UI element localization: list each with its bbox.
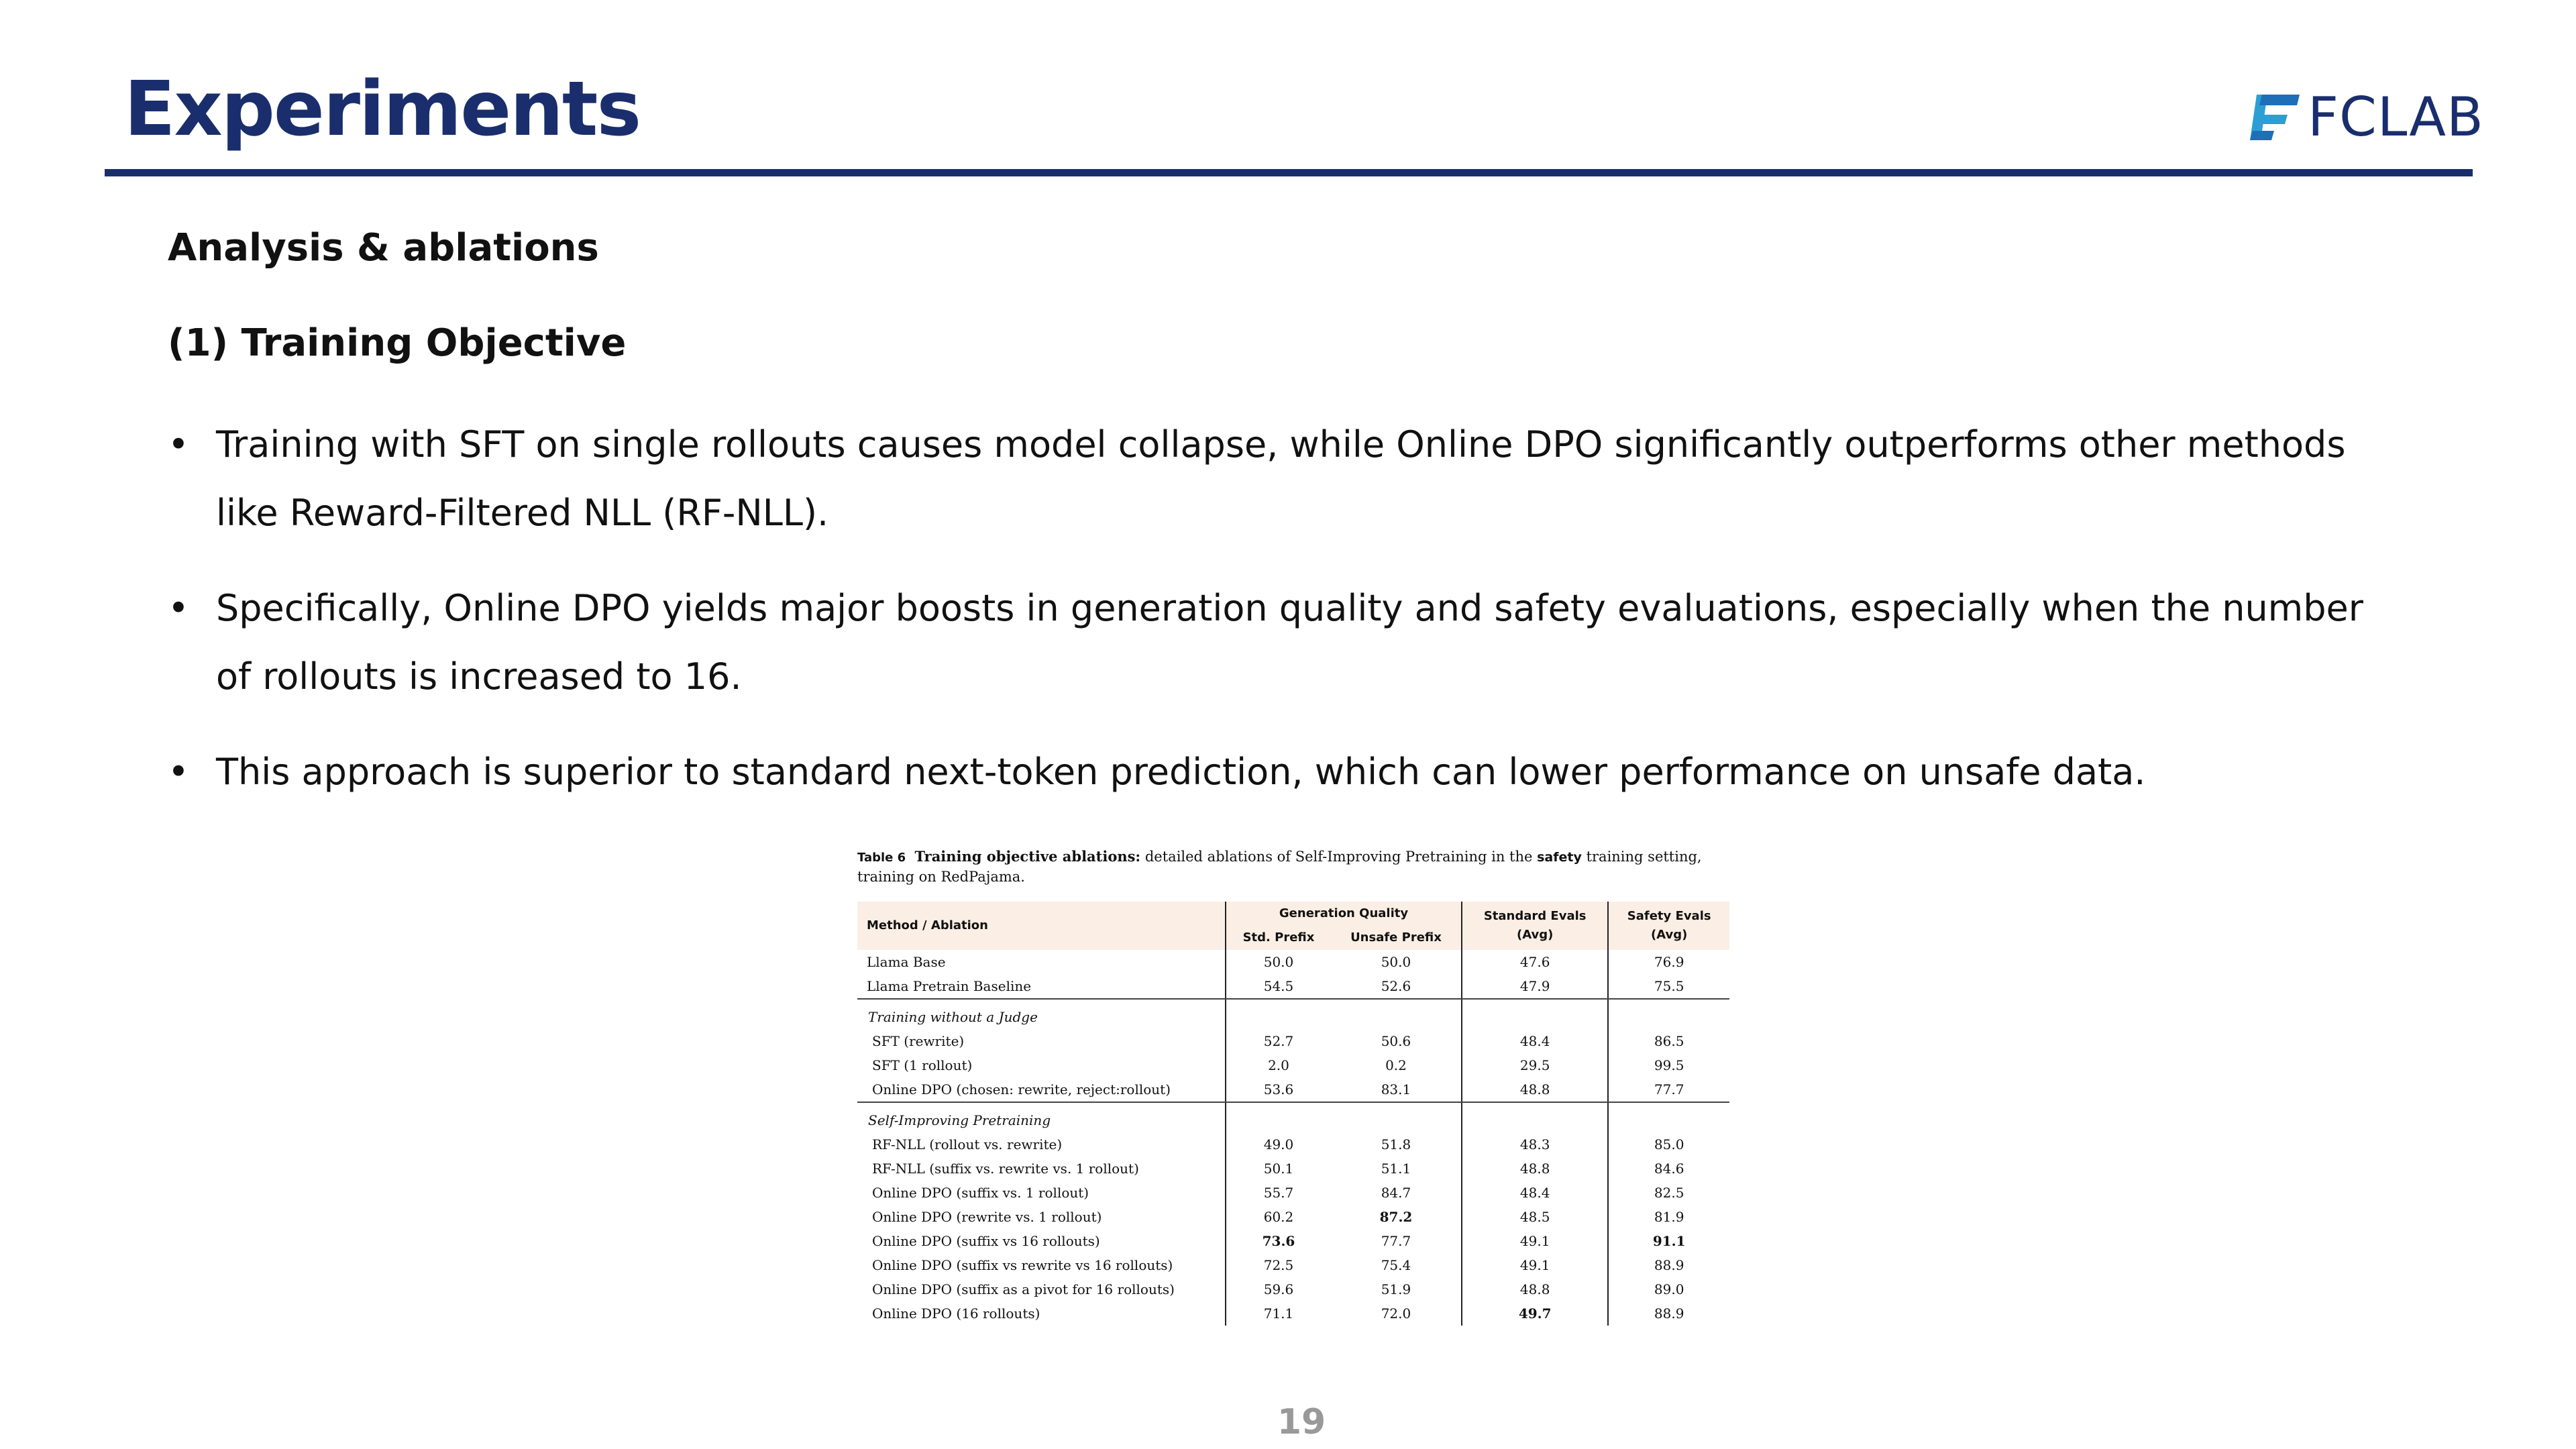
bullet-icon: •	[168, 751, 189, 793]
header-safety-evals-label: Safety Evals	[1627, 909, 1711, 923]
bullet-icon: •	[168, 423, 189, 466]
table-cell	[1331, 1102, 1462, 1132]
table-cell: 48.8	[1462, 1077, 1608, 1102]
table-cell: 48.8	[1462, 1157, 1608, 1181]
table-cell	[1462, 999, 1608, 1029]
table-cell: 48.4	[1462, 1181, 1608, 1205]
bullet-text: Specifically, Online DPO yields major boosts in generation quality and safety evaluations, especially when the number of rollouts is increased to 16.	[216, 587, 2363, 698]
table-cell: SFT (rewrite)	[872, 1033, 965, 1049]
table-cell: 75.5	[1608, 974, 1729, 999]
table-cell	[1226, 1102, 1331, 1132]
caption-safety: safety	[1537, 850, 1582, 865]
table-caption	[857, 847, 1729, 887]
table-cell: 83.1	[1331, 1077, 1462, 1102]
table-cell: 48.4	[1462, 1029, 1608, 1053]
header-safety-evals	[1608, 902, 1729, 950]
table-cell: 0.2	[1385, 1057, 1407, 1073]
table-cell: 84.7	[1381, 1185, 1411, 1201]
table-cell: 89.0	[1608, 1277, 1729, 1301]
table-cell: 77.7	[1381, 1233, 1411, 1249]
table-cell	[1462, 1102, 1608, 1132]
bullet-item	[168, 411, 2396, 547]
page-number: 19	[1277, 1402, 1326, 1442]
table-cell: 87.2	[1379, 1209, 1413, 1225]
table-cell: 52.7	[1226, 1029, 1331, 1053]
table-cell: 49.1	[1462, 1253, 1608, 1277]
section-heading: Analysis & ablations	[168, 226, 599, 270]
table-row	[857, 1301, 1729, 1326]
table-cell: 72.5	[1226, 1253, 1331, 1277]
caption-title: Training objective ablations:	[914, 848, 1141, 865]
table-row	[857, 1277, 1729, 1301]
table-cell: RF-NLL (rollout vs. rewrite)	[872, 1136, 1063, 1152]
header-gen-quality: Generation Quality	[1226, 902, 1462, 926]
bullet-item	[168, 738, 2396, 806]
fclab-logo-mark-icon	[2247, 92, 2301, 143]
bullet-icon: •	[168, 587, 189, 629]
table-cell	[1608, 999, 1729, 1029]
table-cell: 84.6	[1608, 1157, 1729, 1181]
bullet-list	[168, 411, 2396, 833]
table-cell: 54.5	[1226, 974, 1331, 999]
table-cell: 59.6	[1226, 1277, 1331, 1301]
subheading: (1) Training Objective	[168, 321, 627, 365]
table-cell: Online DPO (suffix vs rewrite vs 16 rollouts)	[872, 1257, 1173, 1273]
header-std-prefix: Std. Prefix	[1226, 926, 1331, 950]
group-label: Training without a Judge	[868, 1009, 1038, 1025]
table-row	[857, 1253, 1729, 1277]
table-cell: SFT (1 rollout)	[872, 1057, 973, 1073]
table-cell: Online DPO (rewrite vs. 1 rollout)	[872, 1209, 1102, 1225]
table-cell: 53.6	[1226, 1077, 1331, 1102]
table-cell: 71.1	[1226, 1301, 1331, 1326]
table-cell	[1226, 999, 1331, 1029]
table-cell: 48.5	[1462, 1205, 1608, 1229]
table-row	[857, 1157, 1729, 1181]
table-cell: 51.1	[1381, 1161, 1411, 1177]
logo-text: FCLAB	[2308, 86, 2484, 148]
table-group-row	[857, 999, 1729, 1029]
header-standard-evals	[1462, 902, 1608, 950]
slide-title: Experiments	[124, 66, 641, 153]
table-cell: 91.1	[1608, 1229, 1729, 1253]
table-cell: 49.7	[1462, 1301, 1608, 1326]
ablation-table	[857, 902, 1729, 1326]
header-method: Method / Ablation	[857, 902, 1226, 950]
table-cell: 2.0	[1226, 1053, 1331, 1077]
table-row	[857, 1053, 1729, 1077]
table-cell: Llama Pretrain Baseline	[857, 974, 1226, 999]
table-cell: Online DPO (chosen: rewrite, reject:rollout)	[857, 1077, 1226, 1102]
table-cell: 48.8	[1462, 1277, 1608, 1301]
table-cell: Online DPO (suffix as a pivot for 16 rollouts)	[872, 1281, 1175, 1297]
table-cell: Online DPO (suffix vs 16 rollouts)	[872, 1233, 1100, 1249]
table-cell: 72.0	[1381, 1305, 1411, 1322]
table-cell: 77.7	[1608, 1077, 1729, 1102]
table-cell: 82.5	[1608, 1181, 1729, 1205]
table-cell: 55.7	[1226, 1181, 1331, 1205]
header-avg: (Avg)	[1516, 928, 1554, 942]
table-cell: 76.9	[1608, 950, 1729, 974]
table-cell: 50.0	[1381, 954, 1411, 970]
header-unsafe-prefix: Unsafe Prefix	[1331, 926, 1462, 950]
table-cell: 88.9	[1608, 1253, 1729, 1277]
table-cell: RF-NLL (suffix vs. rewrite vs. 1 rollout)	[872, 1161, 1139, 1177]
table-cell: 48.3	[1462, 1132, 1608, 1157]
caption-text: training setting, training on RedPajama.	[857, 849, 1702, 885]
bullet-text: Training with SFT on single rollouts causes model collapse, while Online DPO significantly outperforms other methods like Reward-Filtered NLL (RF-NLL).	[216, 423, 2346, 534]
table-group-row	[857, 1102, 1729, 1132]
table-cell: 75.4	[1381, 1257, 1411, 1273]
table-cell: 49.0	[1226, 1132, 1331, 1157]
header-standard-evals-label: Standard Evals	[1483, 909, 1587, 923]
table-cell: Online DPO (suffix vs. 1 rollout)	[872, 1185, 1089, 1201]
group-label: Self-Improving Pretraining	[868, 1112, 1051, 1128]
bullet-item	[168, 574, 2396, 711]
table-row	[857, 1029, 1729, 1053]
table-row	[857, 950, 1729, 974]
table-cell: 47.6	[1462, 950, 1608, 974]
table-cell: 86.5	[1608, 1029, 1729, 1053]
table-cell: 81.9	[1608, 1205, 1729, 1229]
bullet-text: This approach is superior to standard next-token prediction, which can lower performance on unsafe data.	[216, 751, 2146, 793]
table-cell: Llama Base	[867, 954, 946, 970]
table-cell: 88.9	[1608, 1301, 1729, 1326]
table-cell: 85.0	[1608, 1132, 1729, 1157]
table-row	[857, 1229, 1729, 1253]
table-row	[857, 1077, 1729, 1102]
table-cell: 50.1	[1226, 1157, 1331, 1181]
table-row	[857, 1181, 1729, 1205]
table-row	[857, 1132, 1729, 1157]
table-cell: 49.1	[1462, 1229, 1608, 1253]
caption-text: detailed ablations of Self-Improving Pretraining in the	[1140, 849, 1538, 865]
table-cell: 52.6	[1331, 974, 1462, 999]
table-cell: 51.9	[1381, 1281, 1411, 1297]
title-underline	[105, 169, 2473, 176]
table-cell: 73.6	[1226, 1229, 1331, 1253]
table-row	[857, 974, 1729, 999]
fclab-logo	[2247, 87, 2484, 148]
header-avg: (Avg)	[1650, 928, 1688, 942]
table-cell: 51.8	[1381, 1136, 1411, 1152]
table-cell: 50.6	[1381, 1033, 1411, 1049]
caption-number: Table 6	[857, 851, 906, 865]
table-row	[857, 1205, 1729, 1229]
table-cell: 29.5	[1462, 1053, 1608, 1077]
table-cell: 99.5	[1608, 1053, 1729, 1077]
ablation-table-figure	[857, 847, 1729, 1326]
table-cell	[1608, 1102, 1729, 1132]
table-cell: 47.9	[1462, 974, 1608, 999]
table-cell: 50.0	[1226, 950, 1331, 974]
table-cell: 60.2	[1226, 1205, 1331, 1229]
table-cell: Online DPO (16 rollouts)	[872, 1305, 1040, 1322]
table-cell	[1331, 999, 1462, 1029]
